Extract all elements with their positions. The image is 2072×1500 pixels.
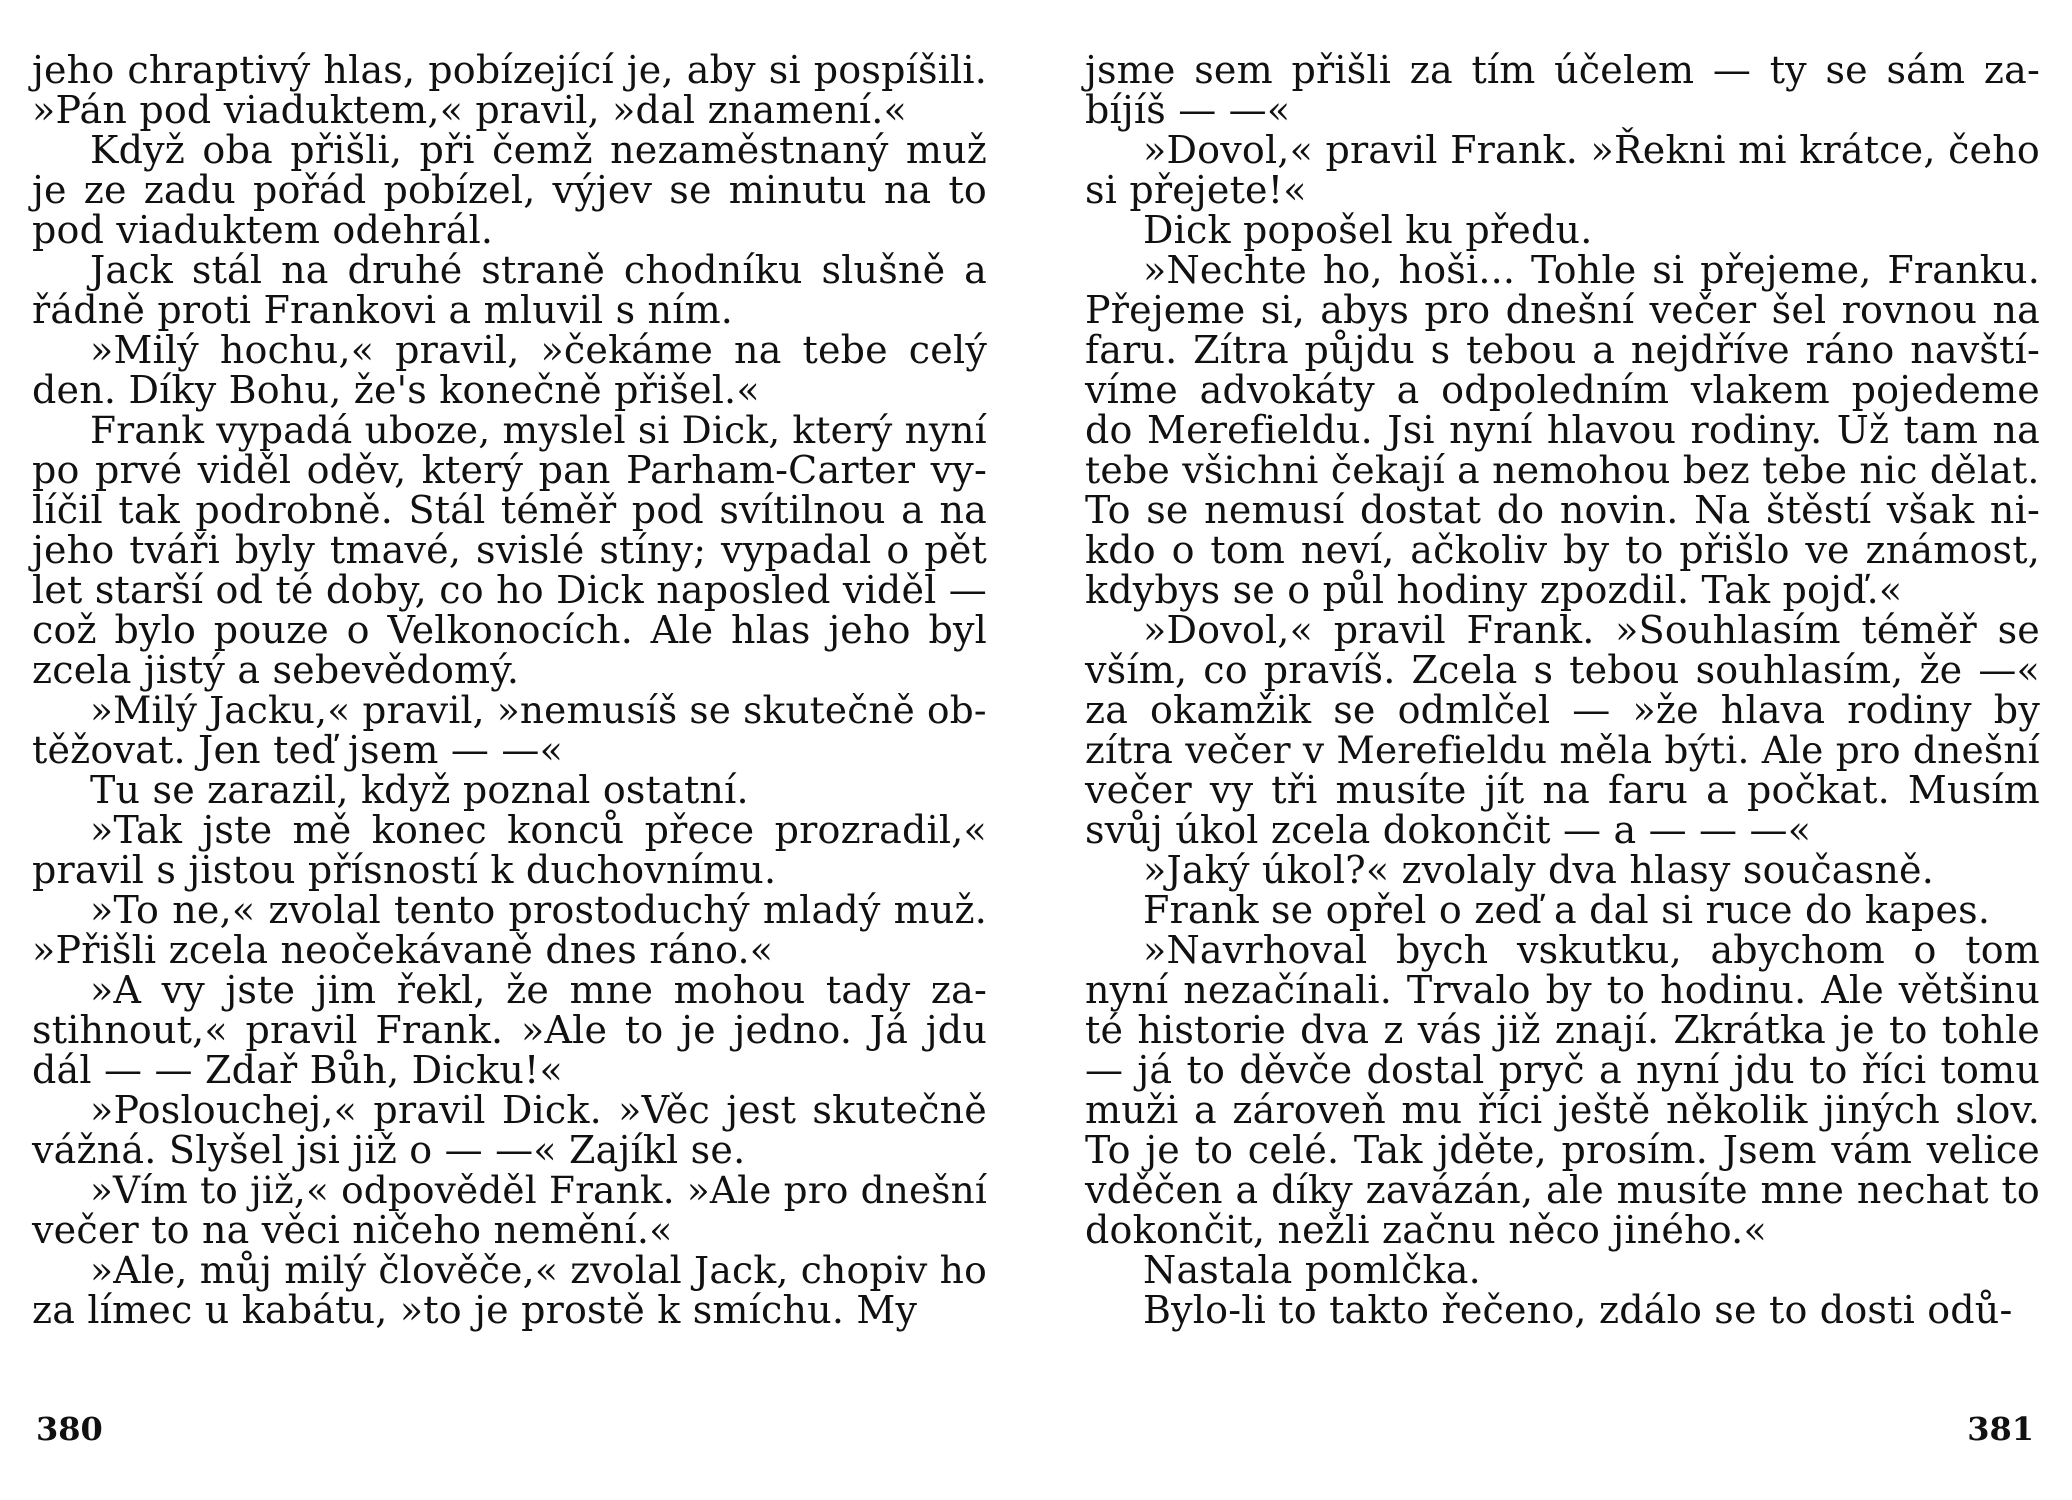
text-line: »Jaký úkol?« zvolaly dva hlasy současně. (1143, 848, 1935, 892)
text-line: večer vy tři musíte jít na faru a počkat. Musím (1085, 768, 2040, 812)
text-line: »To ne,« zvolal tento prostoduchý mladý muž. (90, 888, 987, 932)
text-line: jsme sem přišli za tím účelem — ty se sám za- (1085, 48, 2040, 92)
left-page (32, 50, 987, 1450)
text-line: vděčen a díky zavázán, ale musíte mne nechat to (1085, 1168, 2040, 1212)
text-line: večer to na věci ničeho nemění.« (32, 1208, 673, 1252)
text-line: »Dovol,« pravil Frank. »Řekni mi krátce, čeho (1143, 128, 2040, 172)
text-line: pravil s jistou přísností k duchovnímu. (32, 848, 777, 892)
text-line: »Nechte ho, hoši... Tohle si přejeme, Franku. (1143, 248, 2040, 292)
text-line: »Milý Jacku,« pravil, »nemusíš se skutečně ob- (90, 688, 987, 732)
text-line: »Poslouchej,« pravil Dick. »Věc jest skutečně (90, 1088, 987, 1132)
text-line: dál — — Zdař Bůh, Dicku!« (32, 1048, 563, 1092)
text-line: »Pán pod viaduktem,« pravil, »dal znamení.« (32, 88, 907, 132)
text-line: je ze zadu pořád pobízel, výjev se minutu na to (32, 168, 987, 212)
text-line: si přejete!« (1085, 168, 1307, 212)
text-line: za okamžik se odmlčel — »že hlava rodiny by (1085, 688, 2040, 732)
text-line: »Milý hochu,« pravil, »čekáme na tebe celý (90, 328, 987, 372)
text-line: — já to děvče dostal pryč a nyní jdu to říci tomu (1085, 1048, 2040, 1092)
text-line: Tu se zarazil, když poznal ostatní. (90, 768, 749, 812)
text-line: »Vím to již,« odpověděl Frank. »Ale pro dnešní (90, 1168, 988, 1212)
text-line: faru. Zítra půjdu s tebou a nejdříve ráno navští- (1085, 328, 2040, 372)
text-line: bíjíš — —« (1085, 88, 1291, 132)
text-line: vším, co pravíš. Zcela s tebou souhlasím, že —« (1085, 648, 2040, 692)
text-line: kdo o tom neví, ačkoliv by to přišlo ve známost, (1085, 528, 2040, 572)
text-line: po prvé viděl oděv, který pan Parham-Carter vy- (32, 448, 987, 492)
text-line: To je to celé. Tak jděte, prosím. Jsem vám velice (1085, 1128, 2040, 1172)
text-line: řádně proti Frankovi a mluvil s ním. (32, 288, 734, 332)
text-line: svůj úkol zcela dokončit — a — — —« (1085, 808, 1812, 852)
text-line: za límec u kabátu, »to je prostě k smíchu. My (32, 1288, 918, 1332)
text-line: Dick popošel ku předu. (1143, 208, 1593, 252)
right-page (1085, 50, 2040, 1450)
text-line: »Dovol,« pravil Frank. »Souhlasím téměř se (1143, 608, 2040, 652)
text-line: let starší od té doby, co ho Dick naposled viděl — (32, 568, 987, 612)
text-line: vážná. Slyšel jsi již o — —« Zajíkl se. (32, 1128, 746, 1172)
text-line: stihnout,« pravil Frank. »Ale to je jedno. Já jdu (32, 1008, 987, 1052)
text-line: té historie dva z vás již znají. Zkrátka je to tohle (1085, 1008, 2040, 1052)
text-line: nyní nezačínali. Trvalo by to hodinu. Ale většinu (1085, 968, 2040, 1012)
text-line: líčil tak podrobně. Stál téměř pod svítilnou a na (32, 488, 987, 532)
text-line: »A vy jste jim řekl, že mne mohou tady za- (90, 968, 987, 1012)
text-line: Nastala pomlčka. (1143, 1248, 1481, 1292)
text-line: To se nemusí dostat do novin. Na štěstí však ni- (1085, 488, 2040, 532)
text-line: Frank vypadá uboze, myslel si Dick, který nyní (90, 408, 987, 452)
text-line: což bylo pouze o Velkonocích. Ale hlas jeho byl (32, 608, 987, 652)
text-line: Frank se opřel o zeď a dal si ruce do kapes. (1143, 888, 1991, 932)
text-line: zítra večer v Merefieldu měla býti. Ale pro dnešní (1085, 728, 2040, 772)
text-line: »Přišli zcela neočekávaně dnes ráno.« (32, 928, 774, 972)
text-line: jeho chraptivý hlas, pobízející je, aby si pospíšili. (32, 48, 987, 92)
left-page-text (32, 50, 987, 1330)
text-line: »Ale, můj milý člověče,« zvolal Jack, chopiv ho (90, 1248, 988, 1292)
text-line: tebe všichni čekají a nemohou bez tebe nic dělat. (1085, 448, 2040, 492)
text-line: Jack stál na druhé straně chodníku slušně a (90, 248, 987, 292)
text-line: den. Díky Bohu, že's konečně přišel.« (32, 368, 760, 412)
text-line: Bylo-li to takto řečeno, zdálo se to dosti odů- (1143, 1288, 2013, 1332)
text-line: pod viaduktem odehrál. (32, 208, 494, 252)
page-number: 381 (1967, 1410, 2034, 1448)
text-line: »Tak jste mě konec konců přece prozradil,« (90, 808, 987, 852)
text-line: »Navrhoval bych vskutku, abychom o tom (1143, 928, 2040, 972)
right-page-text (1085, 50, 2040, 1330)
text-line: Když oba přišli, při čemž nezaměstnaný muž (90, 128, 987, 172)
text-line: kdybys se o půl hodiny zpozdil. Tak pojď.« (1085, 568, 1903, 612)
page-number: 380 (36, 1410, 103, 1448)
text-line: Přejeme si, abys pro dnešní večer šel rovnou na (1085, 288, 2040, 332)
text-line: do Merefieldu. Jsi nyní hlavou rodiny. Už tam na (1085, 408, 2040, 452)
text-line: jeho tváři byly tmavé, svislé stíny; vypadal o pět (32, 528, 987, 572)
text-line: dokončit, nežli začnu něco jiného.« (1085, 1208, 1767, 1252)
text-line: těžovat. Jen teď jsem — —« (32, 728, 564, 772)
text-line: víme advokáty a odpoledním vlakem pojedeme (1085, 368, 2040, 412)
text-line: zcela jistý a sebevědomý. (32, 648, 520, 692)
text-line: muži a zároveň mu říci ještě několik jiných slov. (1085, 1088, 2040, 1132)
